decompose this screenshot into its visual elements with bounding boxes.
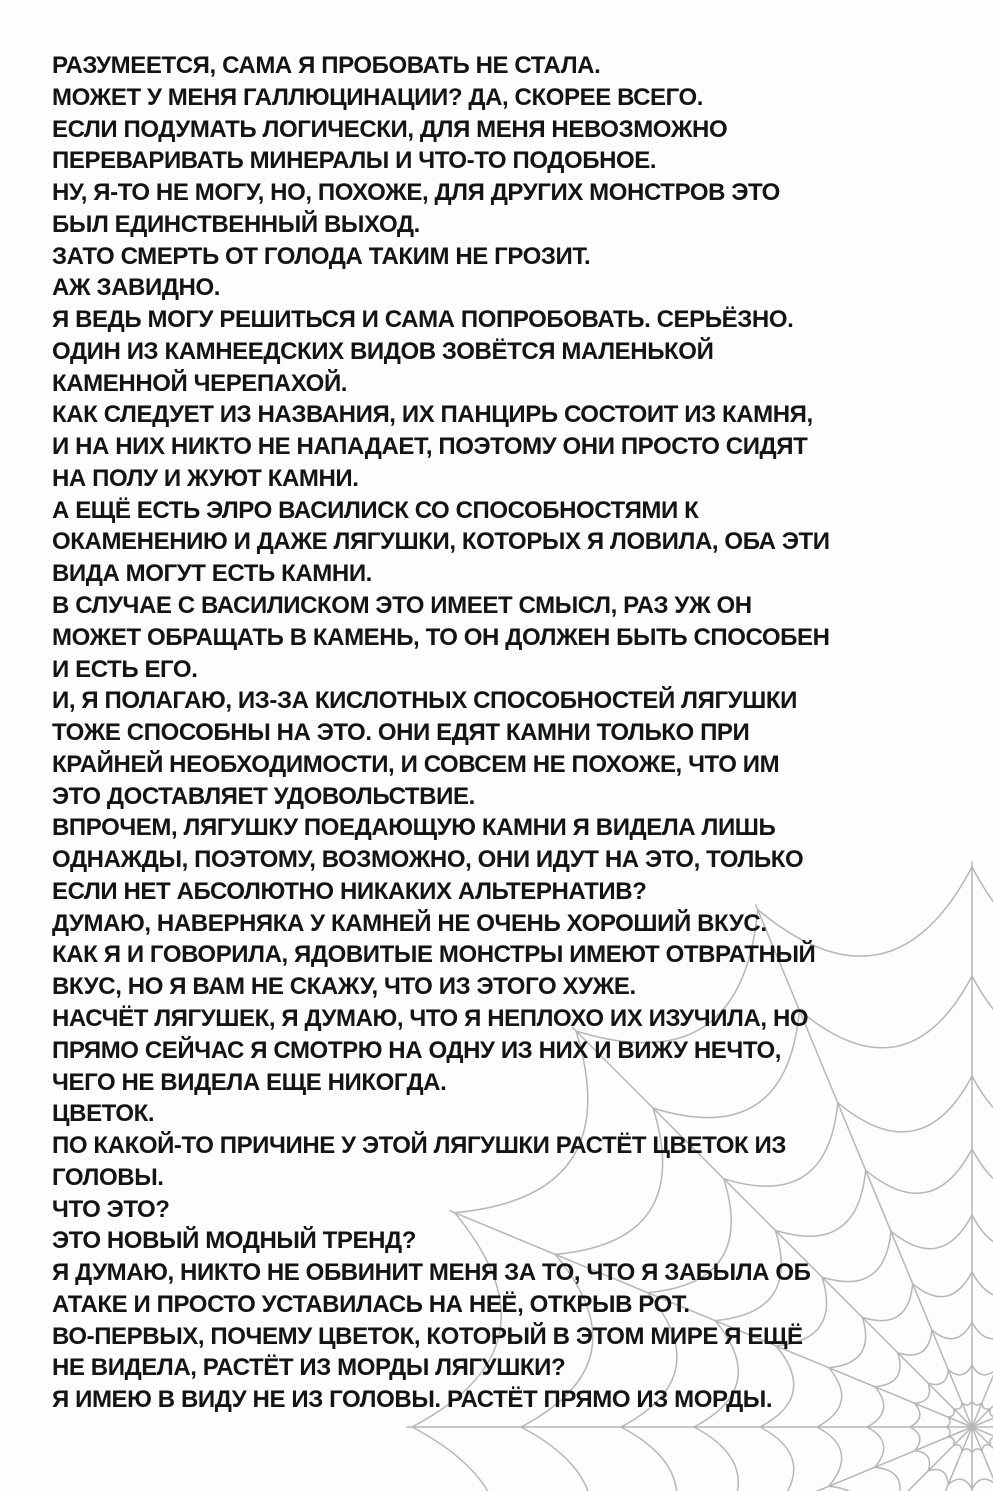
text-line: ЧЕГО НЕ ВИДЕЛА ЕЩЕ НИКОГДА. (52, 1068, 447, 1096)
text-line: ЕСЛИ НЕТ АБСОЛЮТНО НИКАКИХ АЛЬТЕРНАТИВ? (52, 877, 647, 905)
text-line: Я ДУМАЮ, НИКТО НЕ ОБВИНИТ МЕНЯ ЗА ТО, ЧТО Я ЗАБЫЛА ОБ (52, 1259, 811, 1287)
text-line: ЦВЕТОК. (52, 1100, 155, 1128)
text-line: ПО КАКОЙ-ТО ПРИЧИНЕ У ЭТОЙ ЛЯГУШКИ РАСТЁТ ЦВЕТОК ИЗ (52, 1132, 786, 1160)
text-line: ОКАМЕНЕНИЮ И ДАЖЕ ЛЯГУШКИ, КОТОРЫХ Я ЛОВИЛА, ОБА ЭТИ (52, 528, 830, 556)
text-line: МОЖЕТ ОБРАЩАТЬ В КАМЕНЬ, ТО ОН ДОЛЖЕН БЫТЬ СПОСОБЕН (52, 623, 830, 651)
text-line: ВПРОЧЕМ, ЛЯГУШКУ ПОЕДАЮЩУЮ КАМНИ Я ВИДЕЛА ЛИШЬ (52, 814, 776, 842)
text-line: БЫЛ ЕДИНСТВЕННЫЙ ВЫХОД. (52, 210, 420, 238)
text-line: РАЗУМЕЕТСЯ, САМА Я ПРОБОВАТЬ НЕ СТАЛА. (52, 52, 601, 79)
text-line: ЗАТО СМЕРТЬ ОТ ГОЛОДА ТАКИМ НЕ ГРОЗИТ. (52, 242, 591, 270)
text-line: ВО-ПЕРВЫХ, ПОЧЕМУ ЦВЕТОК, КОТОРЫЙ В ЭТОМ МИРЕ Я ЕЩЁ (52, 1322, 803, 1350)
text-line: КАК Я И ГОВОРИЛА, ЯДОВИТЫЕ МОНСТРЫ ИМЕЮТ ОТВРАТНЫЙ (52, 941, 816, 969)
text-line: ПЕРЕВАРИВАТЬ МИНЕРАЛЫ И ЧТО-ТО ПОДОБНОЕ. (52, 147, 657, 175)
text-line: АТАКЕ И ПРОСТО УСТАВИЛАСЬ НА НЕЁ, ОТКРЫВ РОТ. (52, 1290, 690, 1318)
text-line: НУ, Я-ТО НЕ МОГУ, НО, ПОХОЖЕ, ДЛЯ ДРУГИХ МОНСТРОВ ЭТО (52, 179, 780, 207)
text-line: Я ИМЕЮ В ВИДУ НЕ ИЗ ГОЛОВЫ. РАСТЁТ ПРЯМО ИЗ МОРДЫ. (52, 1386, 773, 1414)
text-line: ТОЖЕ СПОСОБНЫ НА ЭТО. ОНИ ЕДЯТ КАМНИ ТОЛЬКО ПРИ (52, 719, 750, 747)
text-line: КАМЕННОЙ ЧЕРЕПАХОЙ. (52, 369, 348, 397)
text-line: КРАЙНЕЙ НЕОБХОДИМОСТИ, И СОВСЕМ НЕ ПОХОЖЕ, ЧТО ИМ (52, 750, 780, 778)
text-line: ПРЯМО СЕЙЧАС Я СМОТРЮ НА ОДНУ ИЗ НИХ И ВИЖУ НЕЧТО, (52, 1036, 782, 1064)
text-line: НА ПОЛУ И ЖУЮТ КАМНИ. (52, 464, 359, 492)
text-line: И НА НИХ НИКТО НЕ НАПАДАЕТ, ПОЭТОМУ ОНИ ПРОСТО СИДЯТ (52, 433, 808, 461)
text-line: ЧТО ЭТО? (52, 1195, 170, 1223)
text-block (52, 50, 962, 1416)
text-line: В СЛУЧАЕ С ВАСИЛИСКОМ ЭТО ИМЕЕТ СМЫСЛ, РАЗ УЖ ОН (52, 592, 752, 620)
text-line: И, Я ПОЛАГАЮ, ИЗ-ЗА КИСЛОТНЫХ СПОСОБНОСТЕЙ ЛЯГУШКИ (52, 687, 797, 715)
text-line: ЕСЛИ ПОДУМАТЬ ЛОГИЧЕСКИ, ДЛЯ МЕНЯ НЕВОЗМОЖНО (52, 115, 728, 143)
text-line: НАСЧЁТ ЛЯГУШЕК, Я ДУМАЮ, ЧТО Я НЕПЛОХО ИХ ИЗУЧИЛА, НО (52, 1004, 809, 1032)
text-line: И ЕСТЬ ЕГО. (52, 655, 198, 683)
text-line: Я ВЕДЬ МОГУ РЕШИТЬСЯ И САМА ПОПРОБОВАТЬ. СЕРЬЁЗНО. (52, 306, 794, 334)
text-line: ВИДА МОГУТ ЕСТЬ КАМНИ. (52, 560, 372, 588)
text-line: ЭТО НОВЫЙ МОДНЫЙ ТРЕНД? (52, 1227, 416, 1255)
text-line: НЕ ВИДЕЛА, РАСТЁТ ИЗ МОРДЫ ЛЯГУШКИ? (52, 1354, 566, 1382)
text-line: АЖ ЗАВИДНО. (52, 274, 221, 302)
text-line: ОДИН ИЗ КАМНЕЕДСКИХ ВИДОВ ЗОВЁТСЯ МАЛЕНЬКОЙ (52, 337, 714, 365)
text-line: ЭТО ДОСТАВЛЯЕТ УДОВОЛЬСТВИЕ. (52, 782, 475, 810)
text-line: ГОЛОВЫ. (52, 1163, 164, 1191)
text-line: МОЖЕТ У МЕНЯ ГАЛЛЮЦИНАЦИИ? ДА, СКОРЕЕ ВСЕГО. (52, 83, 704, 111)
text-line: ДУМАЮ, НАВЕРНЯКА У КАМНЕЙ НЕ ОЧЕНЬ ХОРОШИЙ ВКУС. (52, 909, 767, 937)
text-line: А ЕЩЁ ЕСТЬ ЭЛРО ВАСИЛИСК СО СПОСОБНОСТЯМИ К (52, 496, 699, 524)
text-line: ВКУС, НО Я ВАМ НЕ СКАЖУ, ЧТО ИЗ ЭТОГО ХУЖЕ. (52, 973, 636, 1001)
text-line: КАК СЛЕДУЕТ ИЗ НАЗВАНИЯ, ИХ ПАНЦИРЬ СОСТОИТ ИЗ КАМНЯ, (52, 401, 813, 429)
text-line: ОДНАЖДЫ, ПОЭТОМУ, ВОЗМОЖНО, ОНИ ИДУТ НА ЭТО, ТОЛЬКО (52, 846, 804, 874)
